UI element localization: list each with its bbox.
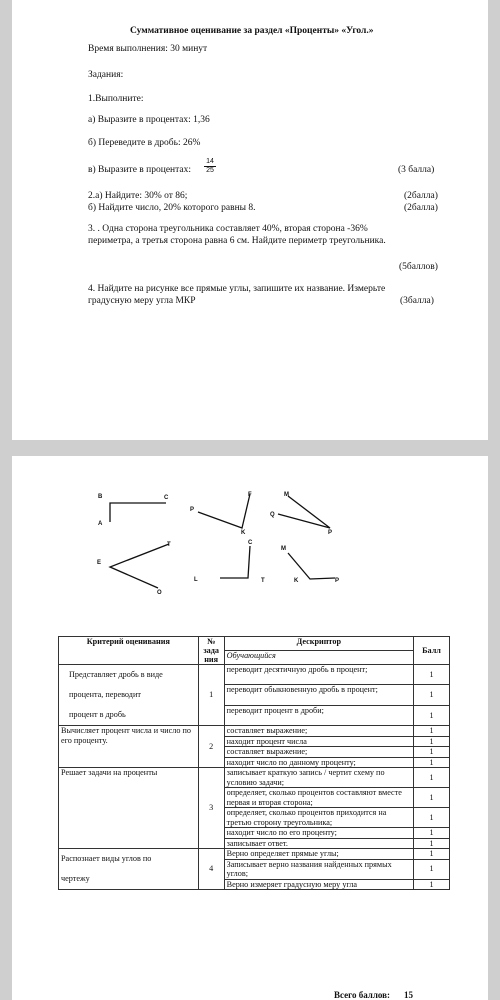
total-value: 15 (404, 990, 414, 1000)
assessment-rubric-table (58, 636, 450, 890)
descriptor-3-3: определяет, сколько процентов приходится на третью сторону треугольника; (224, 808, 413, 828)
header-criteria: Критерий оценивания (59, 637, 199, 665)
point-l-label: L (194, 577, 198, 583)
descriptor-4-2: Записывает верно названия найденных прямых углов; (224, 859, 413, 879)
score-4-2: 1 (414, 859, 450, 879)
criterion-3: Решает задачи на проценты (59, 768, 199, 849)
point-q-label: Q (270, 512, 275, 518)
task-no-1: 1 (198, 665, 224, 726)
task-3-line-2: периметра, а третья сторона равна 6 см. Найдите периметр треугольника. (88, 236, 386, 246)
task-3-score: (5баллов) (399, 262, 438, 272)
descriptor-4-1: Верно определяет прямые углы; (224, 849, 413, 860)
header-learner: Обучающийся (224, 651, 413, 665)
point-o-label: O (157, 590, 162, 596)
descriptor-1-1: переводит десятичную дробь в процент; (224, 665, 413, 685)
angle-teo-lines (110, 544, 169, 588)
page-1 (12, 0, 488, 440)
angle-mpq-lines (278, 496, 330, 528)
criterion-4: Распознает виды углов по чертежу (59, 849, 199, 890)
task-no-3: 3 (198, 768, 224, 849)
task-4-line-1: 4. Найдите на рисунке все прямые углы, запишите их название. Измерьте (88, 284, 386, 294)
fraction-denominator: 25 (204, 166, 216, 175)
score-1-2: 1 (414, 685, 450, 705)
point-t2-label: T (261, 578, 265, 584)
angle-mkp-lines (288, 553, 335, 579)
score-4-3: 1 (414, 879, 450, 890)
time-limit: Время выполнения: 30 минут (88, 44, 208, 54)
total-label: Всего баллов: (334, 990, 391, 1000)
task-1: 1.Выполните: (88, 94, 144, 104)
header-task-no: № зада ния (198, 637, 224, 665)
score-3-4: 1 (414, 828, 450, 839)
task-no-4: 4 (198, 849, 224, 890)
angle-abc-lines (110, 503, 166, 522)
doc-title: Суммативное оценивание за раздел «Проценты» «Угол.» (130, 26, 374, 36)
angle-fkp-lines (198, 494, 250, 528)
descriptor-1-2: переводит обыкновенную дробь в процент; (224, 685, 413, 705)
point-c2-label: C (248, 540, 253, 546)
point-p-label: P (190, 507, 195, 513)
descriptor-4-3: Верно измеряет градусную меру угла (224, 879, 413, 890)
descriptor-2-1: составляет выражение; (224, 726, 413, 737)
point-p2-label: P (328, 530, 333, 536)
descriptor-3-4: находит число по его проценту; (224, 828, 413, 839)
point-b-label: B (98, 494, 103, 500)
score-2-2: 1 (414, 736, 450, 747)
criterion-1: Представляет дробь в виде процента, переводит процент в дробь (59, 665, 199, 726)
score-3-5: 1 (414, 838, 450, 849)
descriptor-3-1: записывает краткую запись / чертит схему по условию задачи; (224, 768, 413, 788)
fraction-14-25 (204, 158, 216, 175)
score-2-1: 1 (414, 726, 450, 737)
score-1-3: 1 (414, 705, 450, 725)
descriptor-2-2: находит процент числа (224, 736, 413, 747)
descriptor-2-4: находит число по данному проценту; (224, 757, 413, 768)
angles-figure (12, 456, 488, 631)
descriptor-3-5: записывает ответ. (224, 838, 413, 849)
task-2a-score: (2балла) (404, 191, 438, 201)
score-4-1: 1 (414, 849, 450, 860)
task-1c: в) Выразите в процентах: (88, 165, 191, 175)
task-2b-score: (2балла) (404, 203, 438, 213)
point-m2-label: M (281, 546, 286, 552)
tasks-heading: Задания: (88, 70, 124, 80)
task-4-score: (3балла) (400, 296, 434, 306)
header-descriptor: Дескриптор (224, 637, 413, 651)
score-3-3: 1 (414, 808, 450, 828)
task-no-2: 2 (198, 726, 224, 768)
page-2 (12, 456, 488, 1000)
score-1-1: 1 (414, 665, 450, 685)
task-4-line-2: градусную меру угла МКР (88, 296, 196, 306)
task-2b: б) Найдите число, 20% которого равны 8. (88, 203, 256, 213)
task-1a: а) Выразите в процентах: 1,36 (88, 115, 210, 125)
task-3-line-1: 3. . Одна сторона треугольника составляет 40%, вторая сторона -36% (88, 224, 368, 234)
descriptor-1-3: переводит процент в дроби; (224, 705, 413, 725)
criterion-2: Вычисляет процент числа и число по его проценту. (59, 726, 199, 768)
point-m-label: M (284, 492, 289, 498)
header-score: Балл (414, 637, 450, 665)
angle-ctl-lines (220, 546, 250, 578)
fraction-numerator: 14 (206, 158, 214, 165)
score-3-1: 1 (414, 768, 450, 788)
point-k-label: K (241, 530, 246, 536)
score-2-4: 1 (414, 757, 450, 768)
task-2a: 2.а) Найдите: 30% от 86; (88, 191, 188, 201)
point-e-label: E (97, 560, 102, 566)
score-3-2: 1 (414, 788, 450, 808)
point-t-label: T (167, 542, 171, 548)
task-1-score: (3 балла) (398, 165, 435, 175)
descriptor-3-2: определяет, сколько процентов составляют вместе первая и вторая сторона; (224, 788, 413, 808)
descriptor-2-3: составляет выражение; (224, 747, 413, 758)
task-1b: б) Переведите в дробь: 26% (88, 138, 201, 148)
point-a-label: A (98, 521, 103, 527)
point-k2-label: K (294, 578, 299, 584)
total-score (334, 990, 413, 1000)
point-c-label: C (164, 495, 169, 501)
point-p3-label: P (335, 578, 340, 584)
score-2-3: 1 (414, 747, 450, 758)
point-f-label: F (248, 492, 252, 498)
